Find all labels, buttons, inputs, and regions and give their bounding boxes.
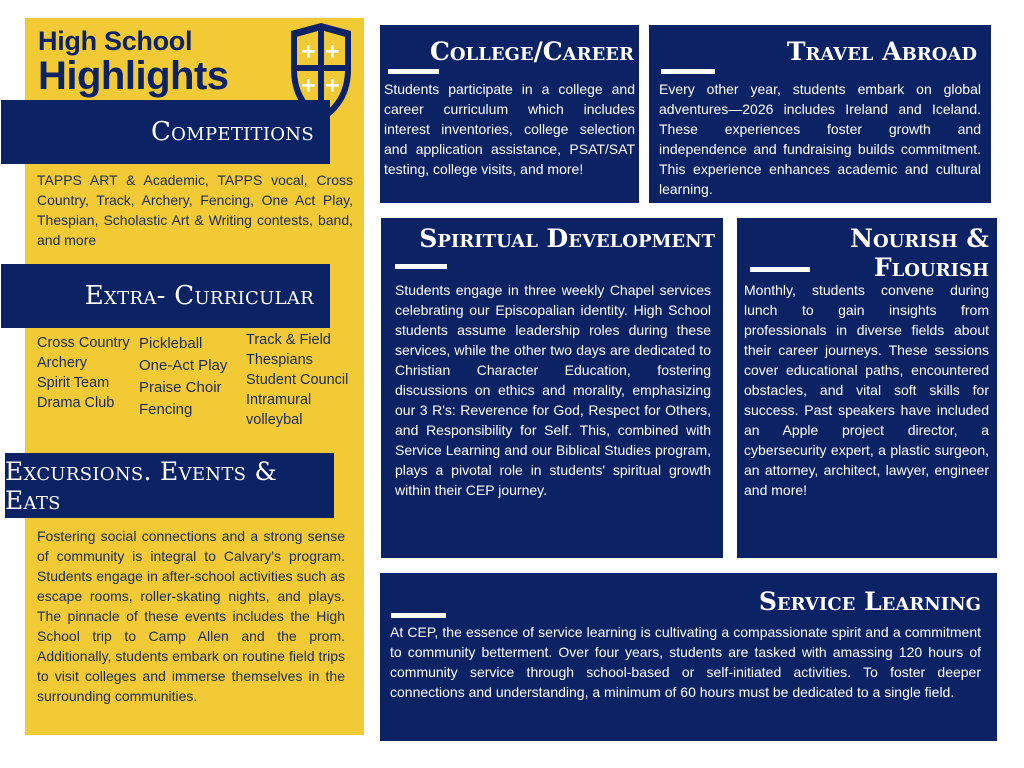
list-item: Intramural [246,392,312,408]
excursions-banner: Excursions. Events & Eats [5,453,334,518]
list-item: One-Act Play [139,357,228,374]
heading-underline [388,69,439,74]
list-item: Spirit Team [37,375,110,391]
competitions-text: TAPPS ART & Academic, TAPPS vocal, Cross Country, Track, Archery, Fencing, One Act Play, Thespian, Scholastic Art & Writing contests, band, and more [37,172,353,248]
page-title: Highlights [38,54,229,98]
heading-underline [661,69,715,74]
heading-underline [395,264,447,269]
college-career-text: Students participate in a college and career curriculum which includes interest inventories, college selection and application assistance, PSAT/SAT testing, college visits, and more! [384,81,635,177]
nourish-flourish-panel [737,218,997,558]
college-career-panel [380,25,639,203]
travel-abroad-panel [649,25,991,203]
spiritual-development-heading: Spiritual Development [419,224,715,253]
nourish-flourish-text: Monthly, students convene during lunch to gain insights from professionals in diverse fields about their career journeys. These sessions cover educational paths, encountered obstacles, and vital soft skills for success. Past speakers have included an Apple project director, a cybersecurity expert, a plastic surgeon, an attorney, architect, lawyer, engineer and more! [744,282,989,498]
activity-list-col3 [246,330,348,430]
travel-abroad-text: Every other year, students embark on global adventures—2026 includes Ireland and Iceland. These experiences foster growth and independence and fundraising builds commitment. This experience enhances academic and cultural learning. [659,81,981,197]
activity-list-col2 [139,333,227,421]
extracurricular-banner: Extra- Curricular [1,264,330,328]
list-item: Fencing [139,401,193,418]
college-career-heading: College/Career [429,37,634,66]
list-item: Thespians [246,352,313,368]
list-item: Drama Club [37,395,115,411]
list-item: Archery [37,355,87,371]
service-learning-heading: Service Learning [758,587,981,616]
service-learning-panel [380,573,997,741]
list-item: Praise Choir [139,379,222,396]
service-learning-text: At CEP, the essence of service learning is cultivating a compassionate spirit and a commitment to community betterment. Over four years, students are tasked with amassing 120 hours of community service through school-based or self-initiated activities. To foster deeper connections and understanding, a minimum of 60 hours must be dedicated to a single field. [390,624,981,700]
competitions-banner: Competitions [1,100,330,164]
spiritual-development-panel [381,218,723,558]
excursions-text: Fostering social connections and a strong sense of community is integral to Calvary's program. Students engage in after-school activities such as escape rooms, roller-skating nights, and plays. The pinnacle of these events includes the High School trip to Camp Allen and the prom. Additionally, students embark on routine field trips to visit colleges and immerse themselves in the surrounding communities. [37,528,345,704]
list-item: Student Council [246,372,349,388]
list-item: Cross Country [37,335,130,351]
activity-list-col1 [37,333,130,413]
heading-underline [750,267,810,272]
list-item: Pickleball [139,335,203,352]
nourish-flourish-heading: Nourish & Flourish [850,224,989,282]
spiritual-development-text: Students engage in three weekly Chapel services celebrating our Episcopalian identity. High School students assume leadership roles during these services, while the other two days are dedicated to Christian Character Education, fostering discussions on ethics and morality, emphasizing our 3 R's: Reverence for God, Respect for Others, and Responsibility for Self. This, combined with Service Learning and our Biblical Studies program, plays a pivotal role in students' spiritual growth within their CEP journey. [395,282,711,498]
title-line-1: High School [38,26,193,56]
travel-abroad-heading: Travel Abroad [786,37,977,66]
list-item: Track & Field [246,332,331,348]
heading-underline [391,613,446,618]
list-item: volleybal [246,412,303,428]
